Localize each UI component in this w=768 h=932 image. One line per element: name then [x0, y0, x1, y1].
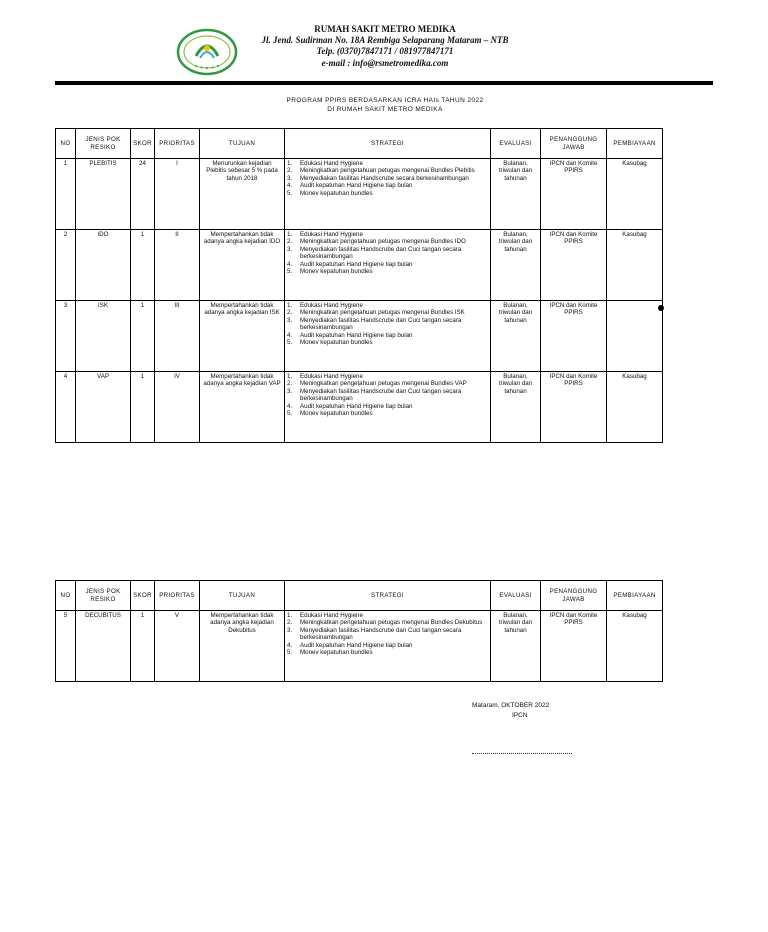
- cell-skor: 1: [131, 611, 155, 682]
- strategy-item: 3. Menyediakan fasilitas Handscrube dan Cuci tangan secara berkesinambungan: [287, 316, 462, 332]
- table-row: [56, 372, 663, 443]
- table-row: [56, 159, 663, 230]
- col-header: EVALUASI: [491, 581, 541, 611]
- strategy-item: 3. Menyediakan fasilitas Handscrube dan Cuci tangan secara berkesinambungan: [287, 245, 462, 261]
- col-header: TUJUAN: [200, 581, 285, 611]
- cell-skor: 1: [131, 372, 155, 443]
- col-header: PRIORITAS: [155, 129, 200, 159]
- col-header: STRATEGI: [285, 129, 491, 159]
- col-header: EVALUASI: [491, 129, 541, 159]
- strategy-list: [287, 302, 488, 346]
- cell-no: 5: [56, 611, 76, 682]
- col-header: PRIORITAS: [155, 581, 200, 611]
- signature-role: IPCN: [512, 712, 528, 719]
- table-header-row: [56, 581, 663, 611]
- cell-strategi: [285, 230, 491, 301]
- signature-line: [472, 753, 572, 754]
- cell-penanggung-jawab: IPCN dan Komite PPIRS: [541, 372, 607, 443]
- cell-skor: 1: [131, 301, 155, 372]
- strategy-item: 2. Meningkatkan pengetahuan petugas mengenai Bundles ISK: [287, 309, 465, 317]
- strategy-item: 5. Monev kepatuhan bundles: [287, 189, 373, 197]
- program-table-page2: [55, 580, 663, 682]
- program-table-page1: [55, 128, 663, 443]
- cell-evaluasi: Bulanan, triwulan dan tahunan: [491, 301, 541, 372]
- table-row: [56, 301, 663, 372]
- hospital-logo-icon: [176, 28, 238, 76]
- strategy-list: [287, 231, 488, 275]
- strategy-list: [287, 373, 488, 417]
- hospital-email: e-mail : info@rsmetromedika.com: [321, 58, 449, 68]
- col-header: PENANGGUNG JAWAB: [541, 129, 607, 159]
- strategy-item: 4. Audit kepatuhan Hand Higiene tiap bulan: [287, 182, 413, 190]
- strategy-item: 3. Menyediakan fasilitas Handscrube dan Cuci tangan secara berkesinambungan: [287, 387, 462, 403]
- col-header: JENIS POK RESIKO: [76, 129, 131, 159]
- cell-penanggung-jawab: IPCN dan Komite PPIRS: [541, 230, 607, 301]
- strategy-item: 3. Menyediakan fasilitas Handscrube dan Cuci tangan secara berkesinambungan: [287, 626, 462, 642]
- strategy-item: 5. Monev kepatuhan bundles: [287, 649, 373, 657]
- table-header-row: [56, 129, 663, 159]
- strategy-item: 2. Meningkatkan pengetahuan petugas mengenai Bundles Plebitis: [287, 167, 475, 175]
- strategy-item: 4. Audit kepatuhan Hand Higiene tiap bulan: [287, 641, 413, 649]
- cell-skor: 1: [131, 230, 155, 301]
- strategy-item: 1. Edukasi Hand Hygiene: [287, 160, 363, 167]
- strategy-list: [287, 612, 488, 656]
- strategy-item: 2. Meningkatkan pengetahuan petugas mengenai Bundles IDO: [287, 238, 466, 246]
- hospital-name: RUMAH SAKIT METRO MEDIKA: [314, 24, 456, 34]
- cell-no: 1: [56, 159, 76, 230]
- cell-evaluasi: Bulanan, triwulan dan tahunan: [491, 159, 541, 230]
- col-header: PEMBIAYAAN: [607, 129, 663, 159]
- cell-evaluasi: Bulanan, triwulan dan tahunan: [491, 611, 541, 682]
- cell-strategi: [285, 372, 491, 443]
- strategy-item: 5. Monev kepatuhan bundles: [287, 410, 373, 418]
- col-header: STRATEGI: [285, 581, 491, 611]
- col-header: JENIS POK RESIKO: [76, 581, 131, 611]
- strategy-item: 3. Menyediakan fasilitas Handscrube secara berkesinambungan: [287, 174, 469, 182]
- strategy-item: 5. Monev kepatuhan bundles: [287, 339, 373, 347]
- cell-no: 3: [56, 301, 76, 372]
- strategy-item: 2. Meningkatkan pengetahuan petugas mengenai Bundles VAP: [287, 380, 467, 388]
- cell-pembiayaan: [607, 301, 663, 372]
- strategy-item: 1. Edukasi Hand Hygiene: [287, 373, 363, 380]
- cell-tujuan: Mempertahankan tidak adanya angka kejadian Dekubitus: [200, 611, 285, 682]
- col-header: NO: [56, 581, 76, 611]
- cell-prioritas: II: [155, 230, 200, 301]
- cell-penanggung-jawab: IPCN dan Komite PPIRS: [541, 159, 607, 230]
- document-title: PROGRAM PPIRS BERDASARKAN ICRA HAIs TAHUN 2022: [286, 97, 484, 104]
- col-header: NO: [56, 129, 76, 159]
- cell-pembiayaan: Kasubag: [607, 230, 663, 301]
- letterhead: [0, 0, 768, 90]
- cell-jenis: VAP: [76, 372, 131, 443]
- cell-tujuan: Menurunkan kejadian Plebitis sebesar 5 % pada tahun 2018: [200, 159, 285, 230]
- cell-prioritas: III: [155, 301, 200, 372]
- cell-pembiayaan: Kasubag: [607, 372, 663, 443]
- col-header: SKOR: [131, 129, 155, 159]
- signature-place-date: Mataram, OKTOBER 2022: [472, 702, 550, 709]
- strategy-item: 1. Edukasi Hand Hygiene: [287, 302, 363, 309]
- letterhead-divider: [55, 81, 713, 85]
- strategy-item: 1. Edukasi Hand Hygiene: [287, 231, 363, 238]
- col-header: PENANGGUNG JAWAB: [541, 581, 607, 611]
- cell-pembiayaan: Kasubag: [607, 159, 663, 230]
- table-row: [56, 230, 663, 301]
- cell-jenis: PLEBITIS: [76, 159, 131, 230]
- strategy-item: 4. Audit kepatuhan Hand Higiene tiap bulan: [287, 260, 413, 268]
- cell-strategi: [285, 301, 491, 372]
- strategy-list: [287, 160, 488, 197]
- hospital-phone: Telp. (0370)7847171 / 081977847171: [316, 46, 454, 56]
- cell-strategi: [285, 159, 491, 230]
- strategy-item: 1. Edukasi Hand Hygiene: [287, 612, 363, 619]
- cell-jenis: ISK: [76, 301, 131, 372]
- cell-pembiayaan: Kasubag: [607, 611, 663, 682]
- strategy-item: 4. Audit kepatuhan Hand Higiene tiap bulan: [287, 331, 413, 339]
- strategy-item: 2. Meningkatkan pengetahuan petugas mengenai Bundles Dekubitus: [287, 619, 483, 627]
- cell-prioritas: IV: [155, 372, 200, 443]
- strategy-item: 4. Audit kepatuhan Hand Higiene tiap bulan: [287, 402, 413, 410]
- cell-no: 2: [56, 230, 76, 301]
- cell-tujuan: Mempertahankan tidak adanya angka kejadian IDO: [200, 230, 285, 301]
- cell-skor: 24: [131, 159, 155, 230]
- cell-prioritas: I: [155, 159, 200, 230]
- cell-prioritas: V: [155, 611, 200, 682]
- col-header: SKOR: [131, 581, 155, 611]
- cell-evaluasi: Bulanan, triwulan dan tahunan: [491, 372, 541, 443]
- cell-tujuan: Mempertahankan tidak adanya angka kejadian VAP: [200, 372, 285, 443]
- document-subtitle: DI RUMAH SAKIT METRO MEDIKA: [327, 106, 443, 113]
- table-row: [56, 611, 663, 682]
- col-header: PEMBIAYAAN: [607, 581, 663, 611]
- col-header: TUJUAN: [200, 129, 285, 159]
- cell-penanggung-jawab: IPCN dan Komite PPIRS: [541, 301, 607, 372]
- cell-jenis: IDO: [76, 230, 131, 301]
- cell-penanggung-jawab: IPCN dan Komite PPIRS: [541, 611, 607, 682]
- strategy-item: 5. Monev kepatuhan bundles: [287, 268, 373, 276]
- cell-strategi: [285, 611, 491, 682]
- hospital-address: Jl. Jend. Sudirman No. 18A Rembiga Selaparang Mataram – NTB: [261, 35, 509, 45]
- cell-no: 4: [56, 372, 76, 443]
- cell-jenis: DECUBITUS: [76, 611, 131, 682]
- cell-evaluasi: Bulanan, triwulan dan tahunan: [491, 230, 541, 301]
- cell-tujuan: Mempertahankan tidak adanya angka kejadian ISK: [200, 301, 285, 372]
